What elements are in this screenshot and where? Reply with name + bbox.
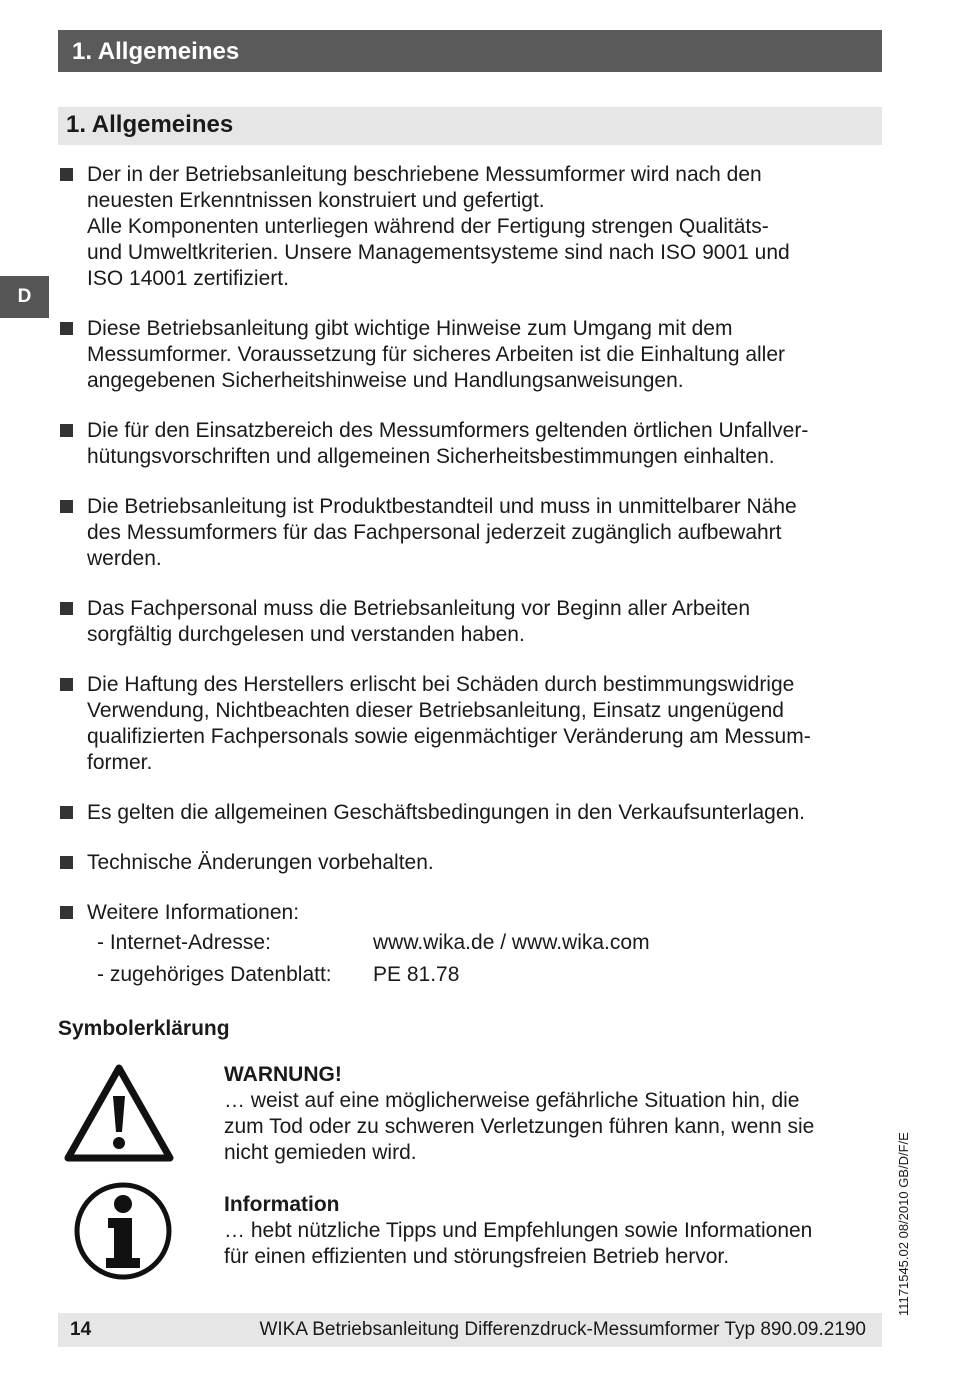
section-title: 1. Allgemeines [58,107,882,145]
info-circle-icon [72,1180,174,1282]
warning-title: WARNUNG! [224,1063,342,1086]
warning-block [224,1062,874,1166]
more-info-label: Weitere Informationen: [87,901,300,924]
chapter-header: 1. Allgemeines [58,30,882,72]
warning-triangle-icon [64,1064,174,1164]
bullet-item [58,850,888,876]
symbols-heading: Symbolerklärung [58,1017,230,1040]
info-key: - Internet-Adresse: [97,931,271,954]
bullet-line: Diese Betriebsanleitung gibt wichtige Hinweise zum Umgang mit dem [87,317,733,340]
info-row-datasheet [87,960,888,990]
bullet-item [58,596,888,648]
info-value-datasheet: PE 81.78 [373,963,460,986]
bullet-line: Die Betriebsanleitung ist Produktbestandteil und muss in unmittelbarer Nähe [87,495,797,518]
bullet-line: Die Haftung des Herstellers erlischt bei Schäden durch bestimmungswidrige [87,673,795,696]
info-key: - zugehöriges Datenblatt: [97,963,332,986]
bullet-line: sorgfältig durchgelesen und verstanden haben. [87,623,525,646]
bullet-line: former. [87,751,153,774]
bullet-square-icon [60,168,73,181]
bullet-item [58,494,888,572]
bullet-line: des Messumformers für das Fachpersonal jederzeit zugänglich aufbewahrt [87,521,782,544]
bullet-item-more-info [58,900,888,990]
info-value-website: www.wika.de / www.wika.com [373,931,650,954]
page-number: 14 [70,1319,92,1340]
warning-line: zum Tod oder zu schweren Verletzungen führen kann, wenn sie [224,1115,815,1138]
bullet-square-icon [60,424,73,437]
bullet-line: Messumformer. Voraussetzung für sicheres Arbeiten ist die Einhaltung aller [87,343,786,366]
bullet-line: angegebenen Sicherheitshinweise und Handlungsanweisungen. [87,369,684,392]
bullet-line: Das Fachpersonal muss die Betriebsanleitung vor Beginn aller Arbeiten [87,597,751,620]
document-title: WIKA Betriebsanleitung Differenzdruck-Messumformer Typ 890.09.2190 [259,1319,866,1340]
bullet-line: Alle Komponenten unterliegen während der Fertigung strengen Qualitäts- [87,215,769,238]
bullet-line: und Umweltkriterien. Unsere Managementsysteme sind nach ISO 9001 und [87,241,790,264]
warning-line: … weist auf eine möglicherweise gefährliche Situation hin, die [224,1089,800,1112]
bullet-square-icon [60,322,73,335]
information-title: Information [224,1193,340,1216]
bullet-square-icon [60,906,73,919]
bullet-item [58,162,888,292]
bullet-item [58,800,888,826]
warning-line: nicht gemieden wird. [224,1141,417,1164]
bullet-square-icon [60,806,73,819]
bullet-line: hütungsvorschriften und allgemeinen Sicherheitsbestimmungen einhalten. [87,445,775,468]
bullet-line: Die für den Einsatzbereich des Messumformers geltenden örtlichen Unfallver- [87,419,809,442]
info-row-internet [87,928,888,958]
bullet-line: neuesten Erkenntnissen konstruiert und gefertigt. [87,189,545,212]
bullet-square-icon [60,500,73,513]
bullet-line: werden. [87,547,162,570]
document-code: 11171545.02 08/2010 GB/D/F/E [896,1132,911,1316]
bullet-item [58,316,888,394]
bullet-line: Verwendung, Nichtbeachten dieser Betriebsanleitung, Einsatz ungenügend [87,699,784,722]
bullet-item [58,418,888,470]
bullet-line: ISO 14001 zertifiziert. [87,267,289,290]
information-line: für einen effizienten und störungsfreien Betrieb hervor. [224,1245,730,1268]
bullet-square-icon [60,602,73,615]
bullet-line: Es gelten die allgemeinen Geschäftsbedingungen in den Verkaufsunterlagen. [87,801,806,824]
bullet-line: Technische Änderungen vorbehalten. [87,851,434,874]
bullet-square-icon [60,856,73,869]
bullet-item [58,672,888,776]
bullet-square-icon [60,678,73,691]
bullet-line: qualifizierten Fachpersonals sowie eigenmächtiger Veränderung am Messum- [87,725,811,748]
information-line: … hebt nützliche Tipps und Empfehlungen sowie Informationen [224,1219,813,1242]
bullet-list [58,162,888,1014]
page-footer [58,1313,882,1347]
bullet-line: Der in der Betriebsanleitung beschriebene Messumformer wird nach den [87,163,762,186]
information-block [224,1192,874,1270]
language-tab: D [0,276,49,318]
